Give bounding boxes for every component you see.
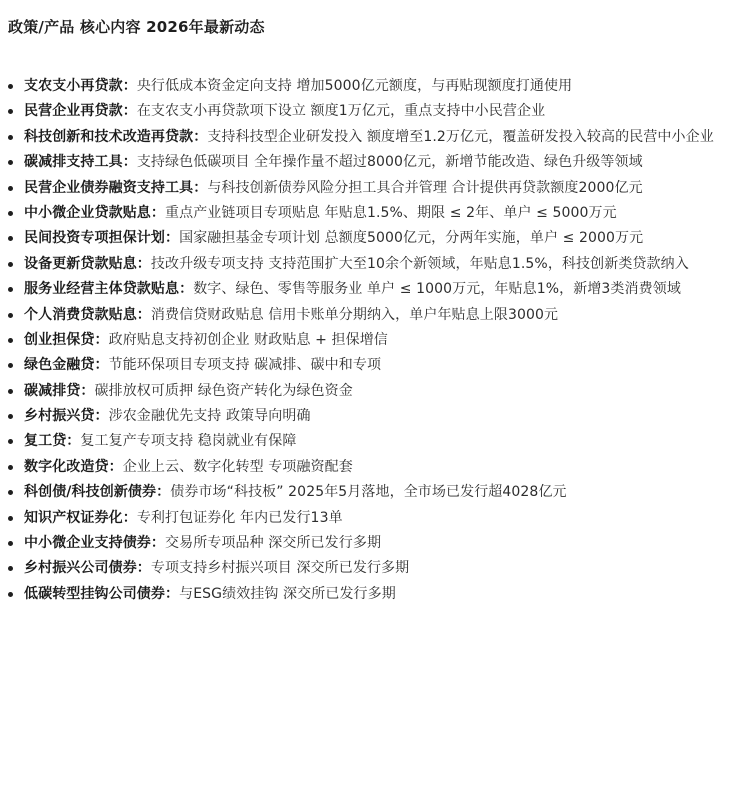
bullet-icon	[8, 389, 13, 394]
list-item	[8, 404, 714, 429]
policy-description: 企业上云、数字化转型 专项融资配套	[122, 458, 353, 475]
policy-name: 服务业经营主体贷款贴息：	[24, 281, 194, 298]
policy-description: 政府贴息支持初创企业 财政贴息 + 担保增信	[108, 331, 388, 348]
policy-name: 科创债/科技创新债券：	[24, 484, 171, 501]
bullet-icon	[8, 566, 13, 571]
policy-description: 消费信贷财政贴息 信用卡账单分期纳入，单户年贴息上限3000元	[150, 306, 559, 323]
list-item	[8, 455, 714, 480]
list-item	[8, 74, 714, 99]
bullet-icon	[8, 160, 13, 165]
bullet-icon	[8, 313, 13, 318]
policy-name: 中小微企业支持债券：	[24, 535, 165, 552]
list-item	[8, 506, 714, 531]
list-item	[8, 252, 714, 277]
list-item	[8, 328, 714, 353]
bullet-icon	[8, 186, 13, 191]
policy-name: 民营企业再贷款：	[24, 103, 137, 120]
policy-description: 碳排放权可质押 绿色资产转化为绿色资金	[94, 382, 353, 399]
list-item	[8, 277, 714, 302]
policy-name: 复工贷：	[24, 433, 81, 450]
list-item	[8, 99, 714, 124]
page-title: 政策/产品 核心内容 2026年最新动态	[8, 18, 265, 36]
bullet-icon	[8, 516, 13, 521]
policy-description: 支持科技型企业研发投入 额度增至1.2万亿元，覆盖研发投入较高的民营中小企业	[207, 128, 714, 145]
list-item	[8, 150, 714, 175]
list-item	[8, 531, 714, 556]
policy-description: 专利打包证券化 年内已发行13单	[136, 509, 343, 526]
policy-description: 与ESG绩效挂钩 深交所已发行多期	[179, 585, 396, 602]
bullet-icon	[8, 211, 13, 216]
bullet-icon	[8, 84, 13, 89]
policy-description: 国家融担基金专项计划 总额度5000亿元，分两年实施，单户 ≤ 2000万元	[179, 230, 644, 247]
policy-name: 知识产权证券化：	[24, 509, 137, 526]
list-item	[8, 226, 714, 251]
list-item	[8, 556, 714, 581]
policy-name: 绿色金融贷：	[24, 357, 109, 374]
list-item	[8, 201, 714, 226]
policy-name: 设备更新贷款贴息：	[24, 255, 151, 272]
list-item	[8, 429, 714, 454]
list-item	[8, 125, 714, 150]
policy-name: 低碳转型挂钩公司债券：	[24, 585, 180, 602]
bullet-icon	[8, 109, 13, 114]
policy-description: 技改升级专项支持 支持范围扩大至10余个新领域，年贴息1.5%，科技创新类贷款纳入	[150, 255, 689, 272]
bullet-icon	[8, 414, 13, 419]
bullet-icon	[8, 287, 13, 292]
policy-description: 交易所专项品种 深交所已发行多期	[165, 535, 382, 552]
list-item	[8, 353, 714, 378]
policy-description: 支持绿色低碳项目 全年操作量不超过8000亿元，新增节能改造、绿色升级等领域	[136, 154, 643, 171]
policy-list	[8, 74, 714, 607]
policy-name: 中小微企业贷款贴息：	[24, 204, 165, 221]
policy-name: 碳减排支持工具：	[24, 154, 137, 171]
bullet-icon	[8, 465, 13, 470]
policy-name: 科技创新和技术改造再贷款：	[24, 128, 208, 145]
policy-name: 数字化改造贷：	[24, 458, 123, 475]
policy-description: 专项支持乡村振兴项目 深交所已发行多期	[150, 560, 410, 577]
policy-name: 乡村振兴贷：	[24, 408, 109, 425]
policy-description: 节能环保项目专项支持 碳减排、碳中和专项	[108, 357, 382, 374]
policy-name: 支农支小再贷款：	[24, 78, 137, 94]
policy-name: 民间投资专项担保计划：	[24, 230, 180, 247]
policy-description: 与科技创新债券风险分担工具合并管理 合计提供再贷款额度2000亿元	[207, 179, 643, 196]
list-item	[8, 303, 714, 328]
bullet-icon	[8, 439, 13, 444]
policy-description: 央行低成本资金定向支持 增加5000亿元额度，与再贴现额度打通使用	[136, 78, 573, 94]
bullet-icon	[8, 135, 13, 140]
list-item	[8, 582, 714, 607]
policy-description: 债券市场“科技板” 2025年5月落地，全市场已发行超4028亿元	[170, 484, 567, 501]
policy-description: 数字、绿色、零售等服务业 单户 ≤ 1000万元，年贴息1%，新增3类消费领域	[193, 281, 681, 298]
list-item	[8, 176, 714, 201]
bullet-icon	[8, 592, 13, 597]
policy-name: 民营企业债券融资支持工具：	[24, 179, 208, 196]
policy-name: 碳减排贷：	[24, 382, 95, 399]
bullet-icon	[8, 236, 13, 241]
bullet-icon	[8, 363, 13, 368]
bullet-icon	[8, 262, 13, 267]
policy-name: 创业担保贷：	[24, 331, 109, 348]
policy-description: 重点产业链项目专项贴息 年贴息1.5%、期限 ≤ 2年、单户 ≤ 5000万元	[165, 204, 617, 221]
bullet-icon	[8, 490, 13, 495]
policy-description: 复工复产专项支持 稳岗就业有保障	[80, 433, 297, 450]
policy-name: 个人消费贷款贴息：	[24, 306, 151, 323]
bullet-icon	[8, 338, 13, 343]
policy-description: 涉农金融优先支持 政策导向明确	[108, 408, 311, 425]
policy-description: 在支农支小再贷款项下设立 额度1万亿元，重点支持中小民营企业	[136, 103, 546, 120]
bullet-icon	[8, 541, 13, 546]
list-item	[8, 480, 714, 505]
list-item	[8, 379, 714, 404]
policy-name: 乡村振兴公司债券：	[24, 560, 151, 577]
